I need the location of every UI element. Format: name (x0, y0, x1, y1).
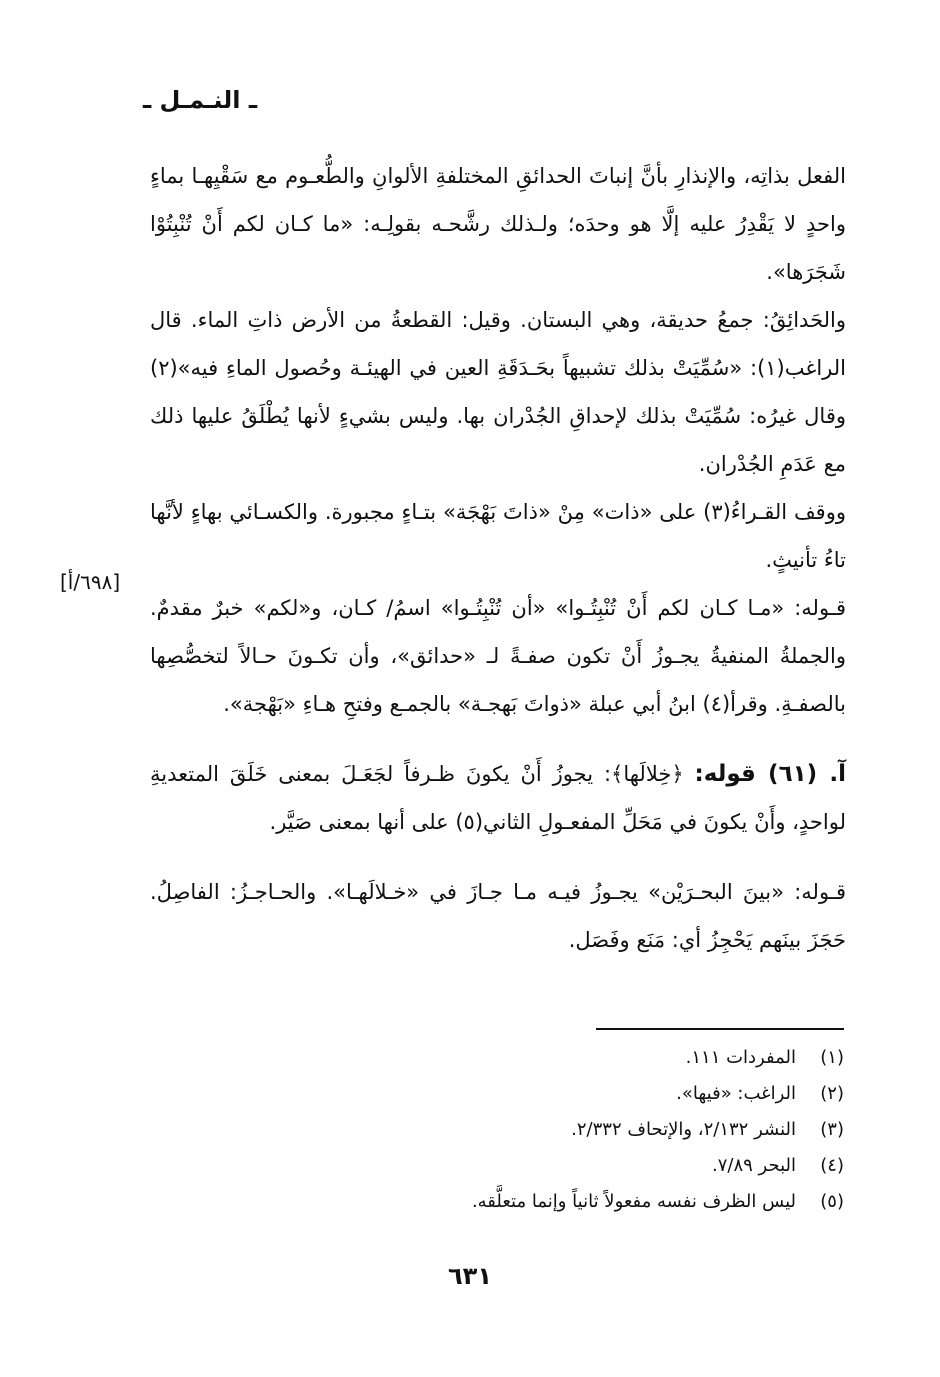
footnote-item (320, 1184, 844, 1220)
footnote-text: المفردات ١١١. (685, 1047, 796, 1068)
paragraph-3: ووقف القـراءُ(٣) على «ذات» مِنْ «ذاتَ بَهْجَة» بتـاءٍ مجبورة. والكسـائي بهاءٍ لأنَّها تاءُ تأنيثٍ. (150, 500, 847, 572)
verse-lead: آ. (٦١) قوله: (694, 761, 847, 787)
footnote-divider (596, 1028, 844, 1030)
footnote-number: (١) (820, 1047, 844, 1068)
running-head: ـ النـمـل ـ (142, 86, 258, 114)
page-number: ٦٣١ (448, 1262, 492, 1290)
footnote-number: (٤) (820, 1155, 844, 1176)
verse-text: ﴿خِلالَها﴾: يجوزُ أَنْ يكونَ ظـرفاً لجَعَـلَ بمعنى خَلَقَ المتعديةِ لواحدٍ، وأَنْ يكونَ في مَحَلِّ المفعـولِ الثاني(٥) على أنها بمعنى صَيَّر. (150, 762, 846, 834)
footnote-text: النشر ٢/١٣٢، والإتحاف ٢/٣٣٢. (571, 1119, 796, 1140)
footnote-item (320, 1112, 844, 1148)
footnote-text: ليس الظرف نفسه مفعولاً ثانياً وإنما متعلَّقه. (471, 1191, 796, 1212)
verse-paragraph (150, 750, 846, 846)
footnote-number: (٣) (820, 1119, 844, 1140)
footnote-number: (٥) (820, 1191, 844, 1212)
footnote-number: (٢) (820, 1083, 844, 1104)
paragraph-4: قـوله: «مـا كـان لكم أَنْ تُنْبِتُـوا» «أن تُنْبِتُـوا» اسمُ/ كـان، و«لكم» خبرٌ مقدمٌ. والجملةُ المنفيةُ يجـوزُ أَنْ تكون صفـةً لـ «حدائق»، وأن تكـونَ حـالاً لتخصُّصِها بالصفـةِ. وقرأ(٤) ابنُ أبي عبلة «ذواتَ بَهجـة» بالجمـع وفتحِ هـاءِ «بَهْجة». (150, 596, 846, 716)
paragraph-1: الفعل بذاتِه، والإنذارِ بأنَّ إنباتَ الحدائقِ المختلفةِ الألوانِ والطُّعـوم مع سَقْيِهـا بماءٍ واحدٍ لا يَقْدِرُ عليه إلَّا هو وحدَه؛ ولـذلك رشَّحـه بقولِـه: «ما كـان لكم أَنْ تُنْبِتُوْا شَجَرَها». (150, 164, 846, 284)
margin-folio-reference: [٦٩٨/أ] (60, 570, 121, 594)
paragraph-2: والحَدائِقُ: جمعُ حديقة، وهي البستان. وقيل: القطعةُ من الأرض ذاتِ الماء. قال الراغب(١): «سُمِّيَتْ بذلك تشبيهاً بحَـدَقَةِ العين في الهيئـة وحُصول الماءِ فيه»(٢) وقال غيرُه: سُمِّيَتْ بذلك لإحداقِ الجُدْران بها. وليس بشيءٍ لأنها يُطْلَقُ عليها ذلك مع عَدَمِ الجُدْران. (150, 308, 846, 476)
footnotes (320, 1040, 844, 1220)
paragraph-last: قـوله: «بينَ البحـرَيْن» يجـوزُ فيـه مـا جـازَ في «خـلالَهـا». والحـاجـزُ: الفاصِلُ. حَجَزَ بينَهم يَحْجِزُ أي: مَنَع وفَصَل. (150, 880, 846, 952)
footnote-item (320, 1148, 844, 1184)
footnote-item (320, 1076, 844, 1112)
footnote-text: البحر ٧/٨٩. (711, 1155, 796, 1176)
footnote-text: الراغب: «فيها». (676, 1083, 796, 1104)
main-text (150, 152, 846, 964)
footnote-item (320, 1040, 844, 1076)
